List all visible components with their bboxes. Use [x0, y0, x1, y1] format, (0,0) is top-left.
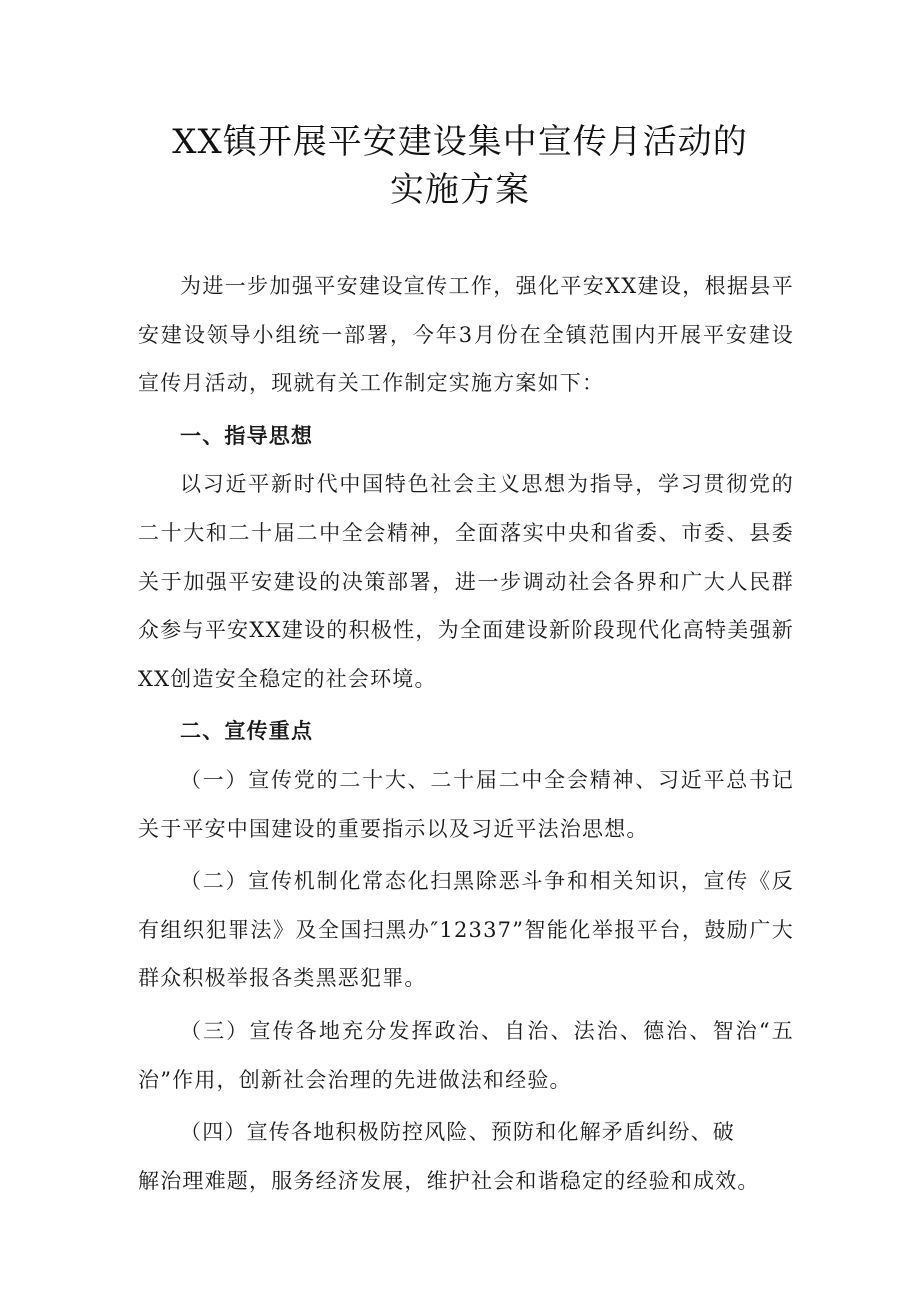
focus-item-3: （三）宣传各地充分发挥政治、自治、法治、德治、智治“五治”作用，创新社会治理的先进做法和经验。 [138, 1018, 794, 1092]
focus-item-4-line2: 解治理难题，服务经济发展，维护社会和谐稳定的经验和成效。 [138, 1168, 760, 1193]
document-title-line1: XX镇开展平安建设集中宣传月活动的 [172, 122, 748, 162]
section-heading-publicity-focus: 二、宣传重点 [180, 719, 314, 744]
focus-item-4-line1: （四）宣传各地积极防控风险、预防和化解矛盾纠纷、破 [180, 1120, 735, 1145]
guiding-thought-paragraph: 以习近平新时代中国特色社会主义思想为指导，学习贯彻党的二十大和二十届二中全会精神，全面落实中央和省委、市委、县委关于加强平安建设的决策部署，进一步调动社会各界和广大人民群众参与平安XX建设的积极性，为全面建设新阶段现代化高特美强新XX创造安全稳定的社会环境。 [138, 472, 794, 691]
document-title-line2: 实施方案 [390, 170, 530, 210]
intro-paragraph: 为进一步加强平安建设宣传工作，强化平安XX建设，根据县平安建设领导小组统一部署，今年3月份在全镇范围内开展平安建设宣传月活动，现就有关工作制定实施方案如下： [138, 274, 794, 396]
section-heading-guiding-thought: 一、指导思想 [180, 423, 314, 448]
document-body [138, 262, 794, 1205]
focus-item-2: （二）宣传机制化常态化扫黑除恶斗争和相关知识，宣传《反有组织犯罪法》及全国扫黑办″12337”智能化举报平台，鼓励广大群众积极举报各类黑恶犯罪。 [138, 869, 794, 991]
focus-item-1: （一）宣传党的二十大、二十届二中全会精神、习近平总书记关于平安中国建设的重要指示以及习近平法治思想。 [138, 767, 794, 841]
